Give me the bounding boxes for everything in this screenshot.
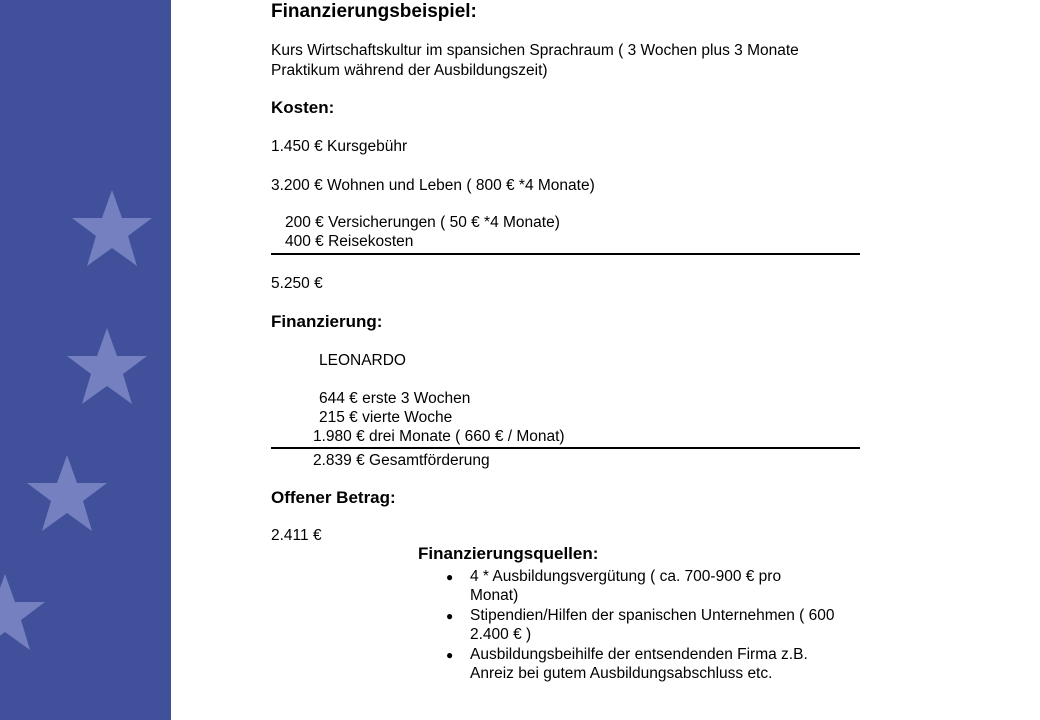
cost-item: 3.200 € Wohnen und Leben ( 800 € *4 Monate) bbox=[271, 177, 595, 194]
cost-item: 200 € Versicherungen ( 50 € *4 Monate) bbox=[285, 214, 560, 231]
bullet-icon: ● bbox=[446, 648, 454, 662]
star-icon bbox=[67, 328, 147, 404]
page-title: Finanzierungsbeispiel: bbox=[271, 1, 477, 22]
sum-divider bbox=[271, 447, 860, 449]
financing-total: 2.839 € Gesamtförderung bbox=[313, 452, 490, 469]
costs-heading: Kosten: bbox=[271, 98, 335, 117]
source-item-line: Monat) bbox=[470, 587, 519, 604]
financing-item: 1.980 € drei Monate ( 660 € / Monat) bbox=[313, 428, 565, 445]
star-decoration bbox=[0, 0, 171, 720]
bullet-icon: ● bbox=[446, 570, 454, 584]
star-icon bbox=[27, 455, 107, 531]
star-icon bbox=[72, 190, 152, 266]
financing-heading: Finanzierung: bbox=[271, 312, 383, 331]
star-icon bbox=[0, 574, 45, 650]
source-item-line: Ausbildungsbeihilfe der entsendenden Firma z.B. bbox=[470, 646, 808, 663]
intro-line-1: Kurs Wirtschaftskultur im spansichen Sprachraum ( 3 Wochen plus 3 Monate bbox=[271, 42, 799, 59]
financing-item: 215 € vierte Woche bbox=[319, 409, 453, 426]
source-item-line: 4 * Ausbildungsvergütung ( ca. 700-900 € pro bbox=[470, 568, 782, 585]
sources-heading: Finanzierungsquellen: bbox=[418, 544, 599, 563]
source-item-line: Stipendien/Hilfen der spanischen Unternehmen ( 600 bbox=[470, 607, 835, 624]
decorative-sidebar bbox=[0, 0, 171, 720]
sum-divider bbox=[271, 253, 860, 255]
financing-item: 644 € erste 3 Wochen bbox=[319, 390, 471, 407]
source-item-line: Anreiz bei gutem Ausbildungsabschluss etc. bbox=[470, 665, 773, 682]
open-amount-heading: Offener Betrag: bbox=[271, 488, 396, 507]
source-item-line: 2.400 € ) bbox=[470, 626, 532, 643]
open-amount-value: 2.411 € bbox=[271, 527, 322, 544]
bullet-icon: ● bbox=[446, 609, 454, 623]
cost-item: 400 € Reisekosten bbox=[285, 233, 414, 250]
cost-item: 1.450 € Kursgebühr bbox=[271, 138, 408, 155]
costs-total: 5.250 € bbox=[271, 275, 323, 292]
intro-line-2: Praktikum während der Ausbildungszeit) bbox=[271, 62, 548, 79]
financing-program: LEONARDO bbox=[319, 352, 406, 369]
